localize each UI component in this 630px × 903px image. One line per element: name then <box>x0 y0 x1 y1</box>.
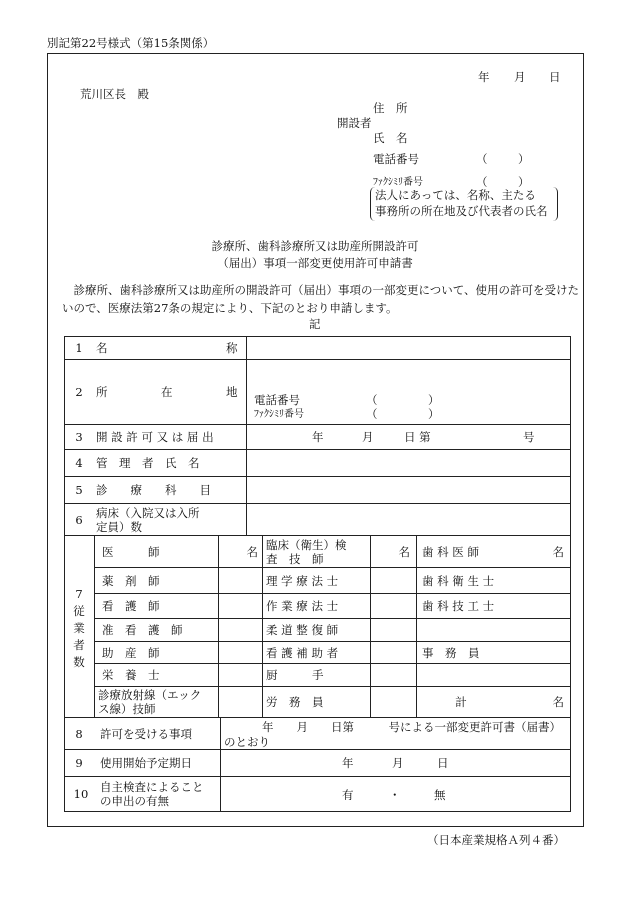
staff-doctor-unit: 名 <box>246 544 258 559</box>
row-number-3: 3 <box>75 430 83 444</box>
facility-fax-label: ﾌｧｸｼﾐﾘ番号 <box>254 409 304 420</box>
staff-dental-hygienist: 歯 科 衛 生 士 <box>422 573 495 588</box>
start-date-year[interactable]: 年 <box>342 756 354 770</box>
paper-size-note: （日本産業規格Ａ列４番） <box>427 833 565 847</box>
corporate-note <box>370 187 558 221</box>
staff-assistant-nurse: 准 看 護 師 <box>102 623 183 637</box>
permit-day-number[interactable]: 日 第 <box>404 430 431 444</box>
name-label: 氏 名 <box>373 131 408 145</box>
addressee: 荒川区長 殿 <box>80 87 149 101</box>
row-number-10: 10 <box>73 787 89 801</box>
row9-label: 使用開始予定期日 <box>100 756 192 770</box>
staff-radiology-line2: ス線）技師 <box>98 702 156 716</box>
facility-tel-paren-open: （ <box>366 393 378 407</box>
corporate-note-line1: 法人にあっては、名称、主たる <box>375 188 536 202</box>
staff-lab-tech <box>266 536 370 567</box>
row6-label <box>96 504 246 535</box>
row6-label-line2: 定員）数 <box>96 519 142 534</box>
row2-label-a: 所 <box>96 385 108 399</box>
ki-label: 記 <box>309 317 321 331</box>
facility-fax-paren-close: ） <box>428 407 440 421</box>
staff-radiology-line1: 診療放射線（エック <box>98 688 202 702</box>
inspection-yes-option[interactable]: 有 <box>342 788 354 802</box>
staff-dietitian: 栄 養 士 <box>102 668 160 682</box>
tel-paren-open: （ <box>476 152 488 166</box>
row10-label <box>100 777 220 811</box>
row-number-9: 9 <box>75 756 83 770</box>
staff-dental-technician: 歯 科 技 工 士 <box>422 599 495 613</box>
row3-label: 開 設 許 可 又 は 届 出 <box>96 430 214 444</box>
row2-label-c: 地 <box>226 385 238 399</box>
title-line1: 診療所、歯科診療所又は助産所開設許可 <box>211 239 419 253</box>
row6-label-line1: 病床（入院又は入所 <box>96 505 200 520</box>
staff-physical-therapist: 理 学 療 法 士 <box>266 573 339 588</box>
staff-nurse: 看 護 師 <box>102 599 160 613</box>
staff-pharmacist: 薬 剤 師 <box>102 573 160 588</box>
inspection-separator: ・ <box>389 788 401 802</box>
permit-year[interactable]: 年 <box>312 430 324 444</box>
inspection-no-option[interactable]: 無 <box>434 788 446 802</box>
permit-go: 号 <box>523 430 535 444</box>
applicant-role: 開設者 <box>337 116 372 130</box>
staff-occupational-therapist: 作 業 療 法 士 <box>266 599 339 613</box>
row8-line2: のとおり <box>224 735 270 749</box>
permit-month[interactable]: 月 <box>362 430 374 444</box>
staff-dentist-unit: 名 <box>552 544 564 559</box>
address-label: 住 所 <box>373 101 408 115</box>
facility-address-field[interactable] <box>247 360 570 390</box>
facility-tel-paren-close: ） <box>428 393 440 407</box>
staff-lab-tech-line2: 査 技 師 <box>266 551 324 566</box>
staff-nursing-aide: 看 護 補 助 者 <box>266 645 339 660</box>
row5-label: 診 療 科 目 <box>96 483 211 497</box>
staff-heading-char-3: 者 <box>73 637 85 652</box>
start-date-month[interactable]: 月 <box>392 756 404 770</box>
fax-paren-open: （ <box>476 175 488 189</box>
manager-name-field[interactable] <box>247 450 570 476</box>
staff-laborer: 労 務 員 <box>266 695 324 709</box>
staff-judo-therapist: 柔 道 整 復 師 <box>266 623 339 637</box>
staff-heading-char-4: 数 <box>73 654 85 669</box>
row10-label-line2: の申出の有無 <box>100 794 169 808</box>
row8-label: 許可を受ける事項 <box>100 726 192 741</box>
staff-radiology-tech <box>98 687 218 717</box>
row-number-1: 1 <box>75 341 83 355</box>
bed-count-field[interactable] <box>247 504 570 535</box>
facility-name-field[interactable] <box>247 337 570 359</box>
row-number-5: 5 <box>75 483 83 497</box>
date-day[interactable]: 日 <box>549 70 561 84</box>
start-date-day[interactable]: 日 <box>437 756 449 770</box>
tel-label: 電話番号 <box>373 152 419 166</box>
staff-total-label: 計 <box>455 695 467 709</box>
staff-total-unit: 名 <box>552 695 564 709</box>
title-line2: （届出）事項一部変更使用許可申請書 <box>217 256 413 270</box>
facility-fax-paren-open: （ <box>366 407 378 421</box>
staff-lab-tech-unit: 名 <box>398 544 410 559</box>
staff-cook: 厨 手 <box>266 668 324 682</box>
fax-paren-close: ） <box>518 175 530 189</box>
form-label: 別記第22号様式（第15条関係） <box>47 36 215 50</box>
row2-label-b: 在 <box>161 385 173 399</box>
staff-lab-tech-line1: 臨床（衛生）検 <box>266 537 347 552</box>
row10-label-line1: 自主検査によること <box>100 780 204 794</box>
row-number-2: 2 <box>75 385 83 399</box>
staff-heading-char-2: 業 <box>73 620 85 635</box>
fax-label: ﾌｧｸｼﾐﾘ番号 <box>373 177 423 188</box>
staff-row-number: 7 <box>75 586 83 601</box>
row8-line1[interactable]: 年 月 日第 号による一部変更許可書（届書） <box>262 720 561 734</box>
row1-label-a: 名 <box>96 341 108 355</box>
row-number-8: 8 <box>75 726 83 741</box>
staff-office-worker: 事 務 員 <box>422 645 480 660</box>
row-number-4: 4 <box>75 456 83 470</box>
staff-midwife: 助 産 師 <box>102 645 160 660</box>
tel-paren-close: ） <box>518 152 530 166</box>
staff-count-heading <box>64 568 94 688</box>
departments-field[interactable] <box>247 477 570 503</box>
staff-dentist: 歯 科 医 師 <box>422 544 479 559</box>
row-number-6: 6 <box>75 512 83 527</box>
staff-doctor: 医 師 <box>102 544 160 559</box>
row1-label-b: 称 <box>226 341 238 355</box>
staff-heading-char-1: 従 <box>73 603 85 618</box>
body-text: 診療所、歯科診療所又は助産所の開設許可（届出）事項の一部変更について、使用の許可を受けたいので、医療法第27条の規定により、下記のとおり申請します。 <box>62 283 580 315</box>
date-month[interactable]: 月 <box>514 70 526 84</box>
facility-tel-label: 電話番号 <box>254 393 300 407</box>
date-year[interactable]: 年 <box>478 70 490 84</box>
corporate-note-line2: 事務所の所在地及び代表者の氏名 <box>375 204 548 218</box>
row4-label: 管 理 者 氏 名 <box>96 456 200 470</box>
